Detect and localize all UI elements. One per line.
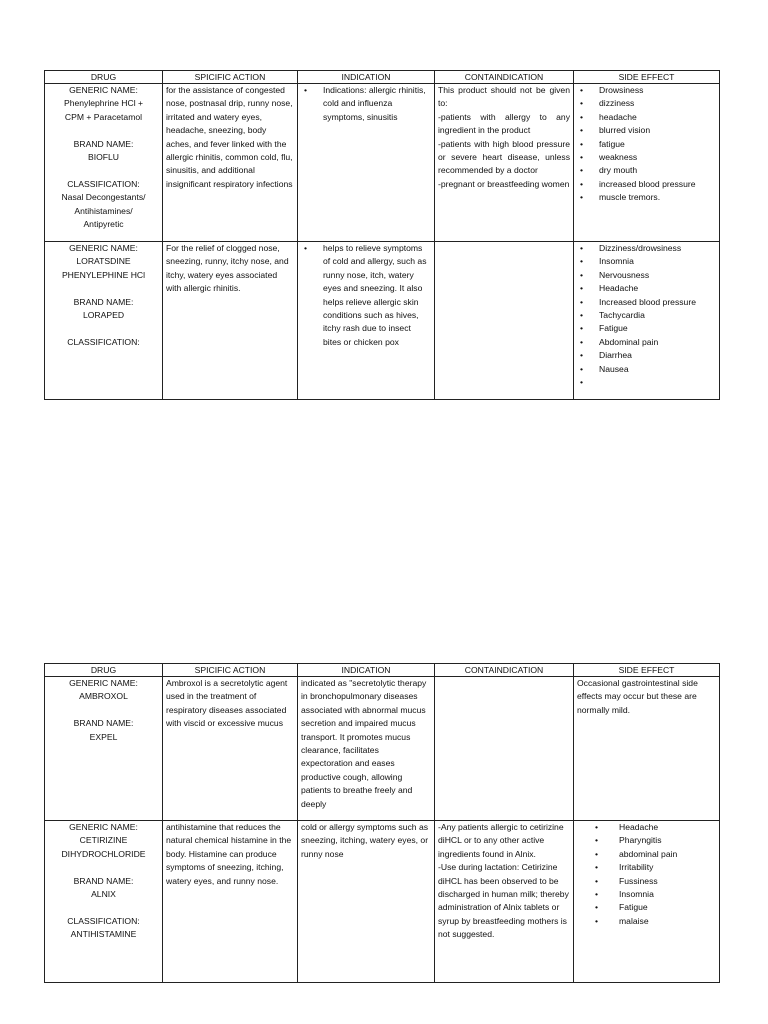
list-item: • blurred vision	[577, 124, 716, 137]
table-row	[45, 821, 720, 983]
contraindication-cell	[435, 242, 574, 400]
header-contraindication: CONTAINDICATION	[435, 71, 574, 84]
list-item: • Headache	[577, 282, 716, 295]
table-row	[45, 242, 720, 400]
side-effect-cell: Occasional gastrointestinal side effects may occur but these are normally mild.	[574, 677, 720, 821]
table-row	[45, 84, 720, 242]
header-indication: INDICATION	[298, 71, 435, 84]
list-item: • increased blood pressure	[577, 178, 716, 191]
header-specific-action: SPICIFIC ACTION	[163, 71, 298, 84]
list-item: • Indications: allergic rhinitis, cold and influenza symptoms, sinusitis	[301, 84, 431, 124]
list-item: • Insomnia	[577, 255, 716, 268]
list-item	[577, 376, 716, 389]
header-side-effect: SIDE EFFECT	[574, 71, 720, 84]
list-item: • Fussiness	[577, 875, 716, 888]
list-item: • Fatigue	[577, 322, 716, 335]
drug-cell: GENERIC NAME: LORATSDINE PHENYLEPHINE HCl BRAND NAME: LORAPED CLASSIFICATION:	[45, 242, 163, 400]
list-item: • weakness	[577, 151, 716, 164]
list-item: • Drowsiness	[577, 84, 716, 97]
list-item: • Fatigue	[577, 901, 716, 914]
list-item: • muscle tremors.	[577, 191, 716, 204]
list-item: • malaise	[577, 915, 716, 928]
indication-cell	[298, 242, 435, 400]
list-item: • Insomnia	[577, 888, 716, 901]
indication-cell: cold or allergy symptoms such as sneezing, itching, watery eyes, or runny nose	[298, 821, 435, 983]
side-effect-cell	[574, 821, 720, 983]
table-header-row	[45, 71, 720, 84]
indication-list	[301, 242, 431, 349]
side-effect-list	[577, 84, 716, 205]
drug-cell: GENERIC NAME: CETIRIZINE DIHYDROCHLORIDE BRAND NAME: ALNIX CLASSIFICATION: ANTIHISTAMINE	[45, 821, 163, 983]
list-item: • Diarrhea	[577, 349, 716, 362]
action-cell: antihistamine that reduces the natural chemical histamine in the body. Histamine can produce symptoms of sneezing, itching, watery eyes, and runny nose.	[163, 821, 298, 983]
list-item: • helps to relieve symptoms of cold and allergy, such as runny nose, itch, watery eyes and sneezing. It also helps relieve allergic skin conditions such as hives, itchy rash due to insect bites or chicken pox	[301, 242, 431, 349]
indication-cell	[298, 84, 435, 242]
contraindication-cell	[435, 677, 574, 821]
list-item: • Nausea	[577, 363, 716, 376]
indication-list	[301, 84, 431, 124]
contraindication-cell: -Any patients allergic to cetirizine diHCL or to any other active ingredients found in Alnix. -Use during lactation: Cetirizine diHCL has been observed to be discharged in human milk; thereby administration of Alnix tablets or syrup by breastfeeding mothers is not suggested.	[435, 821, 574, 983]
list-item: • Increased blood pressure	[577, 296, 716, 309]
table-row	[45, 677, 720, 821]
table-header-row	[45, 664, 720, 677]
header-indication: INDICATION	[298, 664, 435, 677]
list-item: • Abdominal pain	[577, 336, 716, 349]
list-item: • Irritability	[577, 861, 716, 874]
header-drug: DRUG	[45, 664, 163, 677]
list-item: • Tachycardia	[577, 309, 716, 322]
contraindication-cell: This product should not be given to: -patients with allergy to any ingredient in the product -patients with high blood pressure or severe heart disease, unless recommended by a doctor -pregnant or breastfeeding women	[435, 84, 574, 242]
list-item: • Nervousness	[577, 269, 716, 282]
action-cell: For the relief of clogged nose, sneezing, runny, itchy nose, and itchy, watery eyes associated with allergic rhinitis.	[163, 242, 298, 400]
drug-cell: GENERIC NAME: AMBROXOL BRAND NAME: EXPEL	[45, 677, 163, 821]
drug-table-1	[44, 70, 720, 400]
list-item: • dry mouth	[577, 164, 716, 177]
indication-cell: indicated as "secretolytic therapy in bronchopulmonary diseases associated with abnormal mucus secretion and impaired mucus transport. It promotes mucus clearance, facilitates expectoration and eases productive cough, allowing patients to breathe freely and deeply	[298, 677, 435, 821]
list-item: • Headache	[577, 821, 716, 834]
side-effect-list	[577, 821, 716, 928]
drug-cell: GENERIC NAME: Phenylephrine HCl + CPM + Paracetamol BRAND NAME: BIOFLU CLASSIFICATION: Nasal Decongestants/ Antihistamines/ Antipyretic	[45, 84, 163, 242]
list-item: • Dizziness/drowsiness	[577, 242, 716, 255]
header-specific-action: SPICIFIC ACTION	[163, 664, 298, 677]
header-contraindication: CONTAINDICATION	[435, 664, 574, 677]
drug-table-2	[44, 663, 720, 983]
list-item: • headache	[577, 111, 716, 124]
list-item: • abdominal pain	[577, 848, 716, 861]
side-effect-cell	[574, 242, 720, 400]
list-item: • Pharyngitis	[577, 834, 716, 847]
side-effect-list	[577, 242, 716, 389]
action-cell: for the assistance of congested nose, postnasal drip, runny nose, irritated and watery eyes, headache, sneezing, body aches, and fever linked with the allergic rhinitis, common cold, flu, sinusitis, and additional insignificant respiratory infections	[163, 84, 298, 242]
header-drug: DRUG	[45, 71, 163, 84]
list-item: • dizziness	[577, 97, 716, 110]
side-effect-cell	[574, 84, 720, 242]
list-item: • fatigue	[577, 138, 716, 151]
header-side-effect: SIDE EFFECT	[574, 664, 720, 677]
action-cell: Ambroxol is a secretolytic agent used in the treatment of respiratory diseases associated with viscid or excessive mucus	[163, 677, 298, 821]
